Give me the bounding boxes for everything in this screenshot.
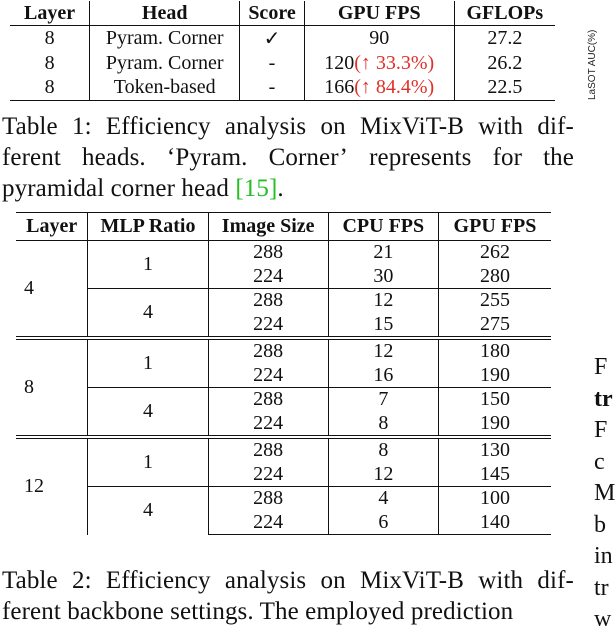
- t2-cell-mlp-ratio: 1: [88, 437, 208, 487]
- caption-word: Table: [2, 567, 58, 594]
- caption-1-line-3-end: .: [277, 175, 284, 202]
- t2-cell-image-size: 224: [208, 313, 328, 339]
- t1-cell-gflops: 22.5: [454, 76, 555, 101]
- t1-header-head: Head: [90, 1, 240, 26]
- t2-cell-mlp-ratio: 4: [88, 289, 208, 339]
- caption-word: Efficiency: [105, 567, 211, 594]
- caption-2-line-1: [2, 565, 574, 596]
- caption-word: Corner’: [268, 144, 348, 171]
- t1-cell-gflops: 26.2: [487, 51, 523, 74]
- t1-row: [10, 26, 555, 52]
- t2-cell-layer: 12: [16, 437, 88, 535]
- t2-cell-layer: 8: [16, 338, 88, 437]
- cropped-column-text: [594, 352, 615, 636]
- t2-cell-image-size: 224: [208, 511, 328, 535]
- t2-cell-cpu-fps: 15: [328, 313, 438, 339]
- t2-body: [16, 241, 551, 535]
- t1-fps-gain: (↑ 33.3%): [354, 51, 435, 74]
- t2-cell-mlp-ratio: 4: [88, 487, 208, 535]
- t2-cell-gpu-fps: 150: [438, 388, 551, 412]
- t2-cell-cpu-fps: 30: [328, 265, 438, 289]
- t2-row: [16, 241, 551, 265]
- t2-cell-gpu-fps: 262: [479, 241, 510, 264]
- t2-row: [16, 338, 551, 364]
- t1-header-gflops: GFLOPs: [454, 1, 555, 26]
- caption-word: MixViT-B: [360, 113, 464, 140]
- table-2-caption: [2, 565, 574, 627]
- t1-cell-score: -: [240, 76, 305, 101]
- caption-1-line-2: [2, 142, 574, 173]
- caption-1-line-3-text: pyramidal corner head: [2, 175, 236, 202]
- cropped-letter: w: [594, 606, 612, 632]
- t2-header-image-size: Image Size: [208, 213, 328, 241]
- rotated-axis-label: LaSOT AUC(%): [587, 29, 598, 100]
- t2-cell-gpu-fps: 275: [479, 312, 510, 335]
- t1-row: [10, 51, 555, 76]
- caption-word: 1:: [71, 113, 92, 140]
- t2-row: [16, 289, 551, 313]
- cropped-letter: F: [594, 354, 608, 380]
- t2-cell-image-size: 288: [208, 338, 328, 364]
- t2-row: [16, 388, 551, 412]
- caption-word: ferent: [2, 144, 61, 171]
- t2-header-cpu-fps: CPU FPS: [328, 213, 438, 241]
- t1-cell-gpu-fps: [304, 26, 454, 52]
- citation-link[interactable]: [15]: [235, 175, 278, 202]
- caption-1-line-3: [2, 173, 574, 204]
- t2-cell-mlp-ratio: 1: [88, 241, 208, 289]
- caption-word: dif-: [537, 567, 574, 594]
- t2-header-gpu-fps: GPU FPS: [438, 213, 551, 241]
- t2-cell-image-size: 288: [208, 241, 328, 265]
- t2-cell-cpu-fps: 21: [328, 241, 438, 265]
- t2-cell-gpu-fps: 180: [438, 338, 551, 364]
- t2-cell-image-size: 224: [208, 265, 328, 289]
- caption-1-line-1: [2, 111, 574, 142]
- t2-cell-mlp-ratio: 1: [88, 338, 208, 388]
- t2-row: [16, 437, 551, 463]
- caption-word: with: [478, 567, 524, 594]
- t1-cell-layer: 8: [10, 76, 90, 101]
- t1-cell-score: ✓: [240, 26, 305, 52]
- t2-row: [16, 487, 551, 511]
- t1-row: [10, 76, 555, 101]
- caption-word: analysis: [224, 113, 307, 140]
- t2-header-mlp-ratio: MLP Ratio: [88, 213, 208, 241]
- t2-cell-gpu-fps: 190: [479, 411, 510, 434]
- caption-word: analysis: [224, 567, 307, 594]
- table-1-caption: [2, 111, 574, 204]
- t2-cell-image-size: 288: [208, 487, 328, 511]
- t2-cell-cpu-fps: 12: [328, 338, 438, 364]
- caption-word: the: [543, 144, 574, 171]
- caption-word: represents: [369, 144, 472, 171]
- t2-cell-cpu-fps: 4: [328, 487, 438, 511]
- t1-fps-value: 90: [369, 27, 390, 49]
- t2-cell-gpu-fps: 100: [438, 487, 551, 511]
- t2-cell-image-size: 224: [208, 412, 328, 438]
- cropped-letter: F: [594, 417, 608, 443]
- t2-cell-image-size: 288: [208, 289, 328, 313]
- t1-header-layer: Layer: [10, 1, 90, 26]
- cropped-letter: in: [594, 543, 613, 569]
- t1-cell-layer: 8: [10, 26, 90, 52]
- table-1: [10, 1, 555, 101]
- caption-word: ‘Pyram.: [166, 144, 248, 171]
- t2-cell-image-size: 224: [208, 364, 328, 388]
- t1-header-score: Score: [240, 1, 305, 26]
- t2-cell-gpu-fps: 190: [479, 363, 510, 386]
- cropped-letter: tr: [594, 385, 613, 412]
- caption-word: on: [320, 567, 346, 594]
- t2-cell-cpu-fps: 16: [328, 364, 438, 388]
- t1-cell-head: Pyram. Corner: [90, 51, 240, 76]
- cropped-letter: tr: [594, 574, 609, 601]
- t1-cell-gpu-fps: [304, 51, 454, 76]
- t1-body: [10, 26, 555, 101]
- t2-cell-gpu-fps: 255: [438, 289, 551, 313]
- table-2: [16, 212, 551, 535]
- t2-header-layer: Layer: [16, 213, 88, 241]
- t2-cell-cpu-fps: 8: [328, 437, 438, 463]
- t2-cell-cpu-fps: 12: [328, 289, 438, 313]
- t1-fps-value: 166: [324, 76, 355, 99]
- t1-header-gpu-fps: GPU FPS: [304, 1, 454, 26]
- caption-word: dif-: [537, 113, 574, 140]
- t2-cell-gpu-fps: 140: [438, 511, 551, 535]
- t2-cell-cpu-fps: 12: [328, 463, 438, 487]
- t1-fps-gain: (↑ 84.4%): [354, 76, 435, 99]
- caption-word: for: [492, 144, 523, 171]
- t2-cell-cpu-fps: 6: [328, 511, 438, 535]
- t2-cell-cpu-fps: 8: [328, 412, 438, 438]
- caption-word: heads.: [82, 144, 146, 171]
- caption-word: on: [320, 113, 346, 140]
- t1-cell-gflops: 27.2: [487, 27, 523, 49]
- t2-cell-image-size: 288: [208, 437, 328, 463]
- caption-word: MixViT-B: [360, 567, 464, 594]
- t2-cell-image-size: 288: [208, 388, 328, 412]
- t2-cell-layer: 4: [16, 241, 88, 339]
- caption-word: with: [478, 113, 524, 140]
- t2-cell-image-size: 224: [208, 463, 328, 487]
- caption-2-line-2: ferent backbone settings. The employed prediction: [2, 598, 514, 625]
- caption-word: Table: [2, 113, 58, 140]
- t2-cell-gpu-fps: 145: [479, 462, 510, 485]
- t1-cell-score: -: [240, 51, 305, 76]
- cropped-letter: b: [594, 511, 606, 538]
- t1-cell-layer: 8: [10, 51, 90, 76]
- cropped-letter: M: [594, 480, 615, 506]
- t2-cell-cpu-fps: 7: [328, 388, 438, 412]
- t1-cell-gpu-fps: [304, 76, 454, 101]
- t2-cell-gpu-fps: 130: [438, 437, 551, 463]
- t1-fps-value: 120: [324, 51, 355, 74]
- cropped-letter: c: [594, 448, 605, 475]
- caption-word: 2:: [71, 567, 92, 594]
- caption-word: Efficiency: [105, 113, 211, 140]
- t1-cell-head: Pyram. Corner: [90, 26, 240, 52]
- t1-cell-head: Token-based: [90, 76, 240, 101]
- t2-cell-mlp-ratio: 4: [88, 388, 208, 438]
- t2-cell-gpu-fps: 280: [479, 264, 510, 287]
